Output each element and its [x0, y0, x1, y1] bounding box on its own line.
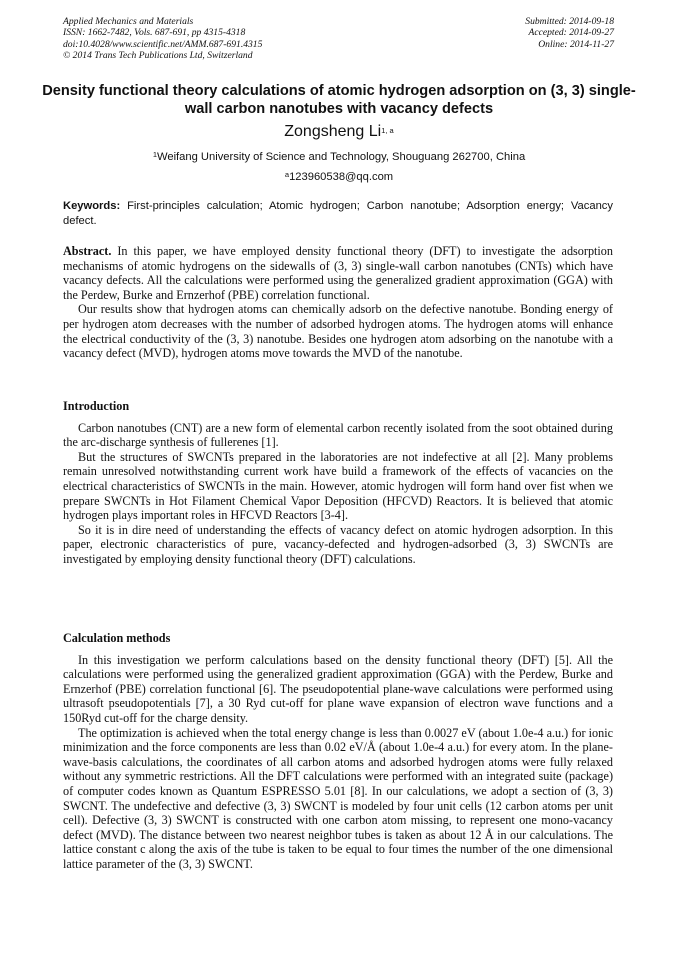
- paper-title: Density functional theory calculations of atomic hydrogen adsorption on (3, 3) single-wall carbon nanotubes with vacancy defects: [42, 83, 636, 117]
- intro-paragraph-1: Carbon nanotubes (CNT) are a new form of elemental carbon recently isolated from the soot obtained during the arc-discharge synthesis of fullerenes [1].: [63, 420, 613, 450]
- keywords-text: First-principles calculation; Atomic hydrogen; Carbon nanotube; Adsorption energy; Vacancy defect.: [63, 200, 613, 227]
- methods-paragraph-2: The optimization is achieved when the total energy change is less than 0.0027 eV (about 1.0e-4 a.u.) for ionic minimization and the force components are less than 0.02 eV/Å (about 1.0e-4 a.u.) for every atom. In the plane-wave-basis calculations, the coordinates of all carbon atoms and adsorbed hydrogen atoms were fully relaxed without any symmetric restrictions. All the DFT calculations were performed with an integrated suite (package) of computer codes known as Quantum ESPRESSO 5.01 [8]. In our calculations, we adopt a section of (3, 3) SWCNT. The undefective and defective (3, 3) SWCNT is modeled by four unit cells (12 carbon atoms per unit cell). Defective (3, 3) SWCNT is constructed with one carbon atom missing, to represent one mono-vacancy defect (MVD). The distance between two nearest neighbor tubes is taken as about 12 Å in our calculations. The lattice constant c along the axis of the tube is taken to be equal to four times the number of the one dimensional lattice parameter of the (3, 3) SWCNT.: [63, 725, 613, 871]
- affiliation-sup: 1: [152, 150, 157, 159]
- keywords-label: Keywords:: [63, 200, 121, 212]
- author-name: Zongsheng Li: [284, 123, 382, 140]
- abstract-paragraph-2: Our results show that hydrogen atoms can chemically adsorb on the defective nanotube. Bonding energy of per hydrogen atom decreases with the number of adsorbed hydrogen atoms. The hydrogen atoms will enhance the electrical conductivity of the (3, 3) nanotube. Besides one hydrogen atom adsorbing on the nanotube with a vacancy defect (MVD), hydrogen atoms move towards the MVD of the nanotube.: [63, 302, 613, 361]
- email-line: [40, 170, 638, 184]
- submitted-date: Submitted: 2014-09-18: [525, 16, 614, 27]
- copyright-line: © 2014 Trans Tech Publications Ltd, Switzerland: [63, 49, 253, 61]
- journal-header-right: [525, 16, 614, 50]
- intro-paragraph-2: But the structures of SWCNTs prepared in the laboratories are not indefective at all [2]. Many problems remain unresolved notwithstanding current work have build a framework of the effects of vacancies on the electrical characteristics of SWCNTs in the main. However, atomic hydrogen will form hand over fist when we prepare SWCNTs in Hot Filament Chemical Vapor Deposition (HFCVD) Reactors. It is believed that atomic hydrogen plays important roles in HFCVD Reactors [3-4].: [63, 449, 613, 523]
- methods-heading: Calculation methods: [63, 631, 171, 645]
- issn-line: ISSN: 1662-7482, Vols. 687-691, pp 4315-4318: [63, 27, 246, 39]
- abstract-section: [63, 244, 613, 361]
- author-line: [40, 123, 638, 141]
- abstract-paragraph-1: [63, 244, 613, 302]
- author-affiliation-sup: 1, a: [381, 126, 394, 135]
- email-sup: a: [284, 170, 290, 179]
- affiliation-line: [40, 150, 638, 164]
- introduction-section: [63, 399, 613, 567]
- affiliation-text: Weifang University of Science and Technology, Shouguang 262700, China: [156, 151, 526, 163]
- doi-line: doi:10.4028/www.scientific.net/AMM.687-691.4315: [63, 38, 263, 50]
- keywords-block: [63, 199, 613, 228]
- intro-paragraph-3: So it is in dire need of understanding the effects of vacancy defect on atomic hydrogen adsorption. In this paper, electronic characteristics of pure, vacancy-defected and hydrogen-adsorbed (3, 3) SWCNTs are investigated by employing density functional theory (DFT) calculations.: [63, 522, 613, 566]
- accepted-date: Accepted: 2014-09-27: [528, 27, 614, 39]
- introduction-heading: Introduction: [63, 399, 130, 413]
- abstract-p1-text: In this paper, we have employed density functional theory (DFT) to investigate the adsorption mechanisms of atomic hydrogens on the sidewalls of (3, 3) single-wall carbon nanotubes (CNTs) which have vacancy defects. All the calculations were performed using the generalized gradient approximation (GGA) with the Perdew, Burke and Ernzerhof (PBE) correlation functional.: [63, 244, 613, 302]
- methods-section: [63, 631, 613, 872]
- journal-name: Applied Mechanics and Materials: [63, 16, 194, 27]
- methods-paragraph-1: In this investigation we perform calculations based on the density functional theory (DFT) [5]. All the calculations were performed using the generalized gradient approximation (GGA) with the Perdew, Burke and Ernzerhof (PBE) correlation functional [6]. The pseudopotential plane-wave calculations were performed using ultrasoft pseudopotentials [7], a 30 Ryd cut-off for plane wave expansion of electron wave functions and a 150Ryd cut-off for the charge density.: [63, 652, 613, 725]
- journal-header-left: [63, 16, 262, 61]
- online-date: Online: 2014-11-27: [538, 38, 614, 50]
- email-text: 123960538@qq.com: [289, 171, 394, 183]
- abstract-label: Abstract.: [63, 244, 112, 258]
